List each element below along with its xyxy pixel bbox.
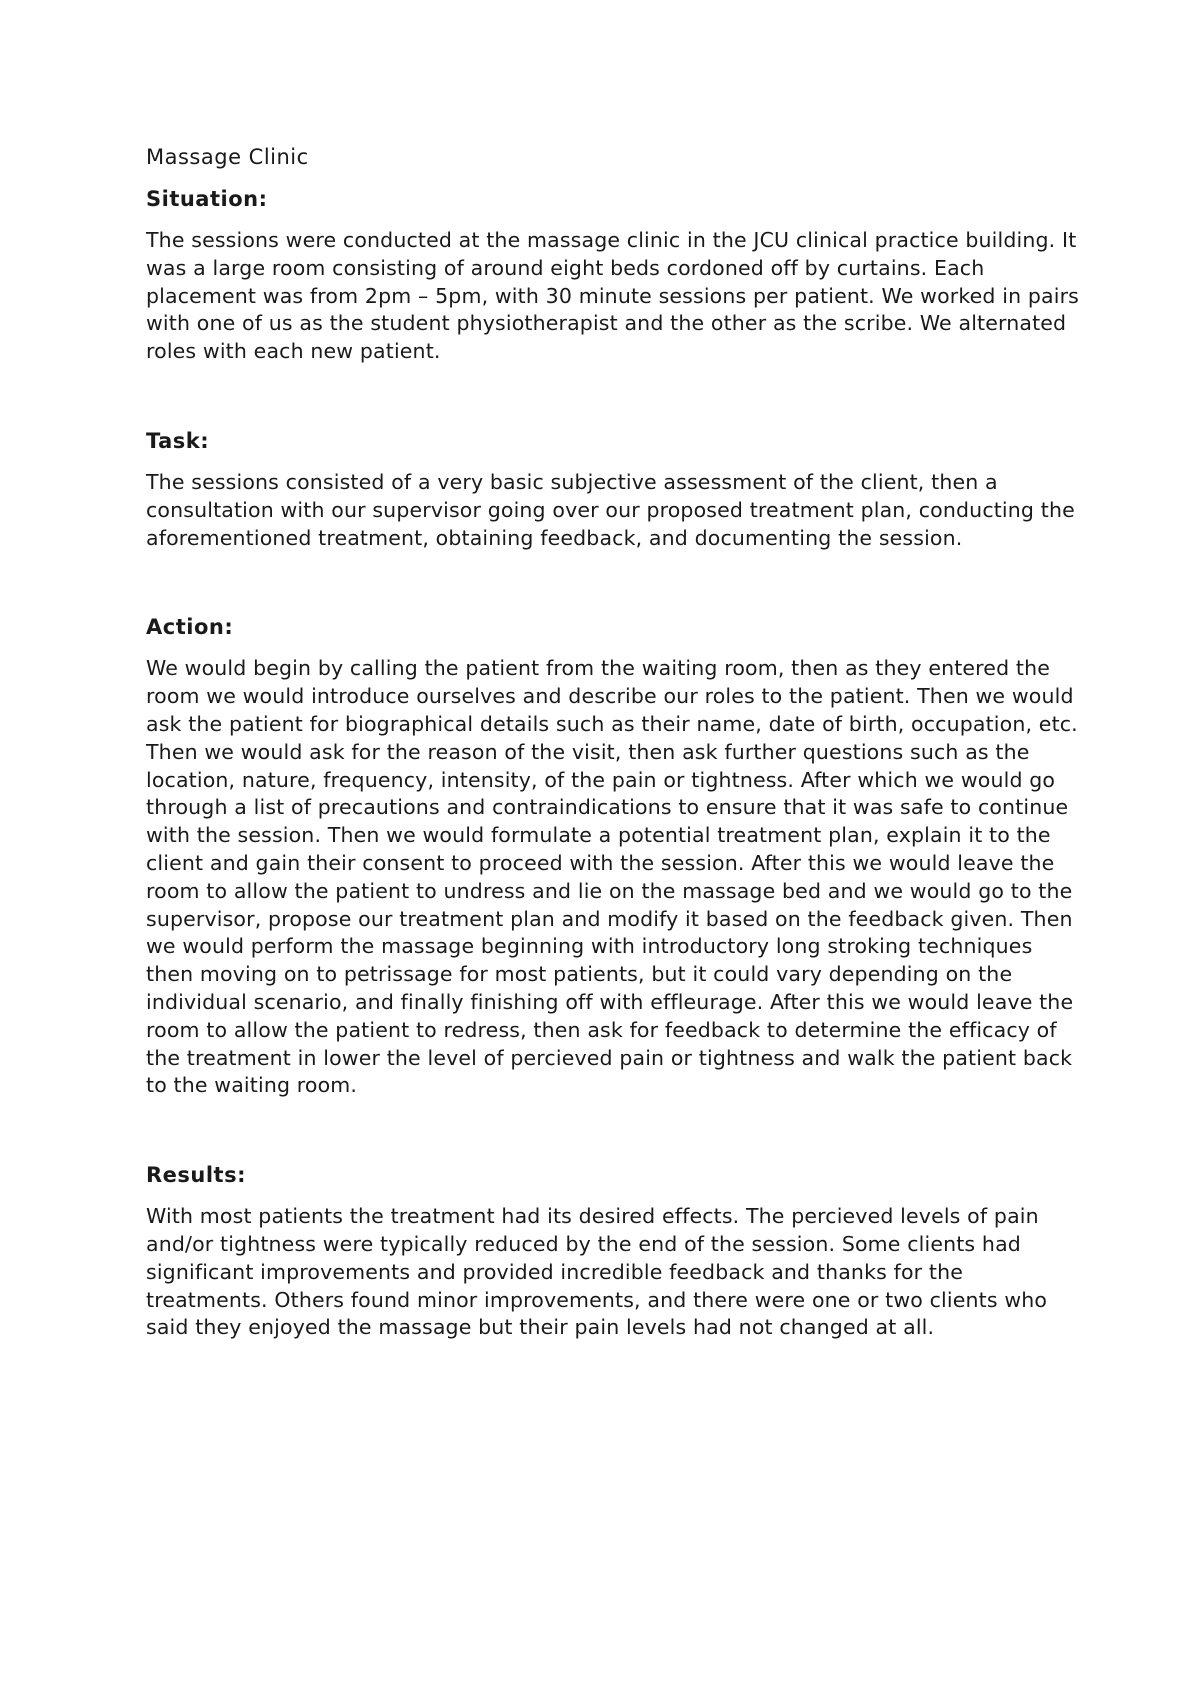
section-task: [146, 427, 1081, 552]
section-results: [146, 1161, 1081, 1342]
spacer: [146, 366, 1081, 427]
spacer: [146, 552, 1081, 613]
section-heading-action: Action:: [146, 615, 234, 640]
section-heading-situation: Situation:: [146, 187, 268, 211]
section-body-situation: The sessions were conducted at the massage clinic in the JCU clinical practice building. It was a large room consisting of around eight beds cordoned off by curtains. Each placement was from 2pm – 5pm, with 30 minute sessions per patient. We worked in pairs with one of us as the student physiotherapist and the other as the scribe. We alternated roles with each new patient.: [146, 228, 1080, 364]
spacer: [146, 1100, 1081, 1161]
document-title: Massage Clinic: [146, 145, 309, 169]
section-heading-task: Task:: [146, 428, 210, 453]
section-heading-results: Results:: [146, 1163, 246, 1188]
section-body-task: The sessions consisted of a very basic subjective assessment of the client, then a consultation with our supervisor going over our proposed treatment plan, conducting the aforementioned treatment, obtaining feedback, and documenting the session.: [146, 469, 1075, 550]
section-situation: [146, 185, 1081, 366]
section-body-results: With most patients the treatment had its desired effects. The percieved levels of pain and/or tightness were typically reduced by the end of the session. Some clients had significant improvements and provided incredible feedback and thanks for the treatments. Others found minor improvements, and there were one or two clients who said they enjoyed the massage but their pain levels had not changed at all.: [146, 1204, 1048, 1340]
document-page: [146, 143, 1081, 1342]
section-body-action: We would begin by calling the patient from the waiting room, then as they entered the room we would introduce ourselves and describe our roles to the patient. Then we would ask the patient for biographical details such as their name, date of birth, occupation, etc. Then we would ask for the reason of the visit, then ask further questions such as the location, nature, frequency, intensity, of the pain or tightness. After which we would go through a list of precautions and contraindications to ensure that it was safe to continue with the session. Then we would formulate a potential treatment plan, explain it to the client and gain their consent to proceed with the session. After this we would leave the room to allow the patient to undress and lie on the massage bed and we would go to the supervisor, propose our treatment plan and modify it based on the feedback given. Then we would perform the massage beginning with introductory long stroking techniques then moving on to petrissage for most patients, but it could vary depending on the individual scenario, and finally finishing off with effleurage. After this we would leave the room to allow the patient to redress, then ask for feedback to determine the efficacy of the treatment in lower the level of percieved pain or tightness and walk the patient back to the waiting room.: [146, 656, 1078, 1098]
section-action: [146, 613, 1081, 1100]
